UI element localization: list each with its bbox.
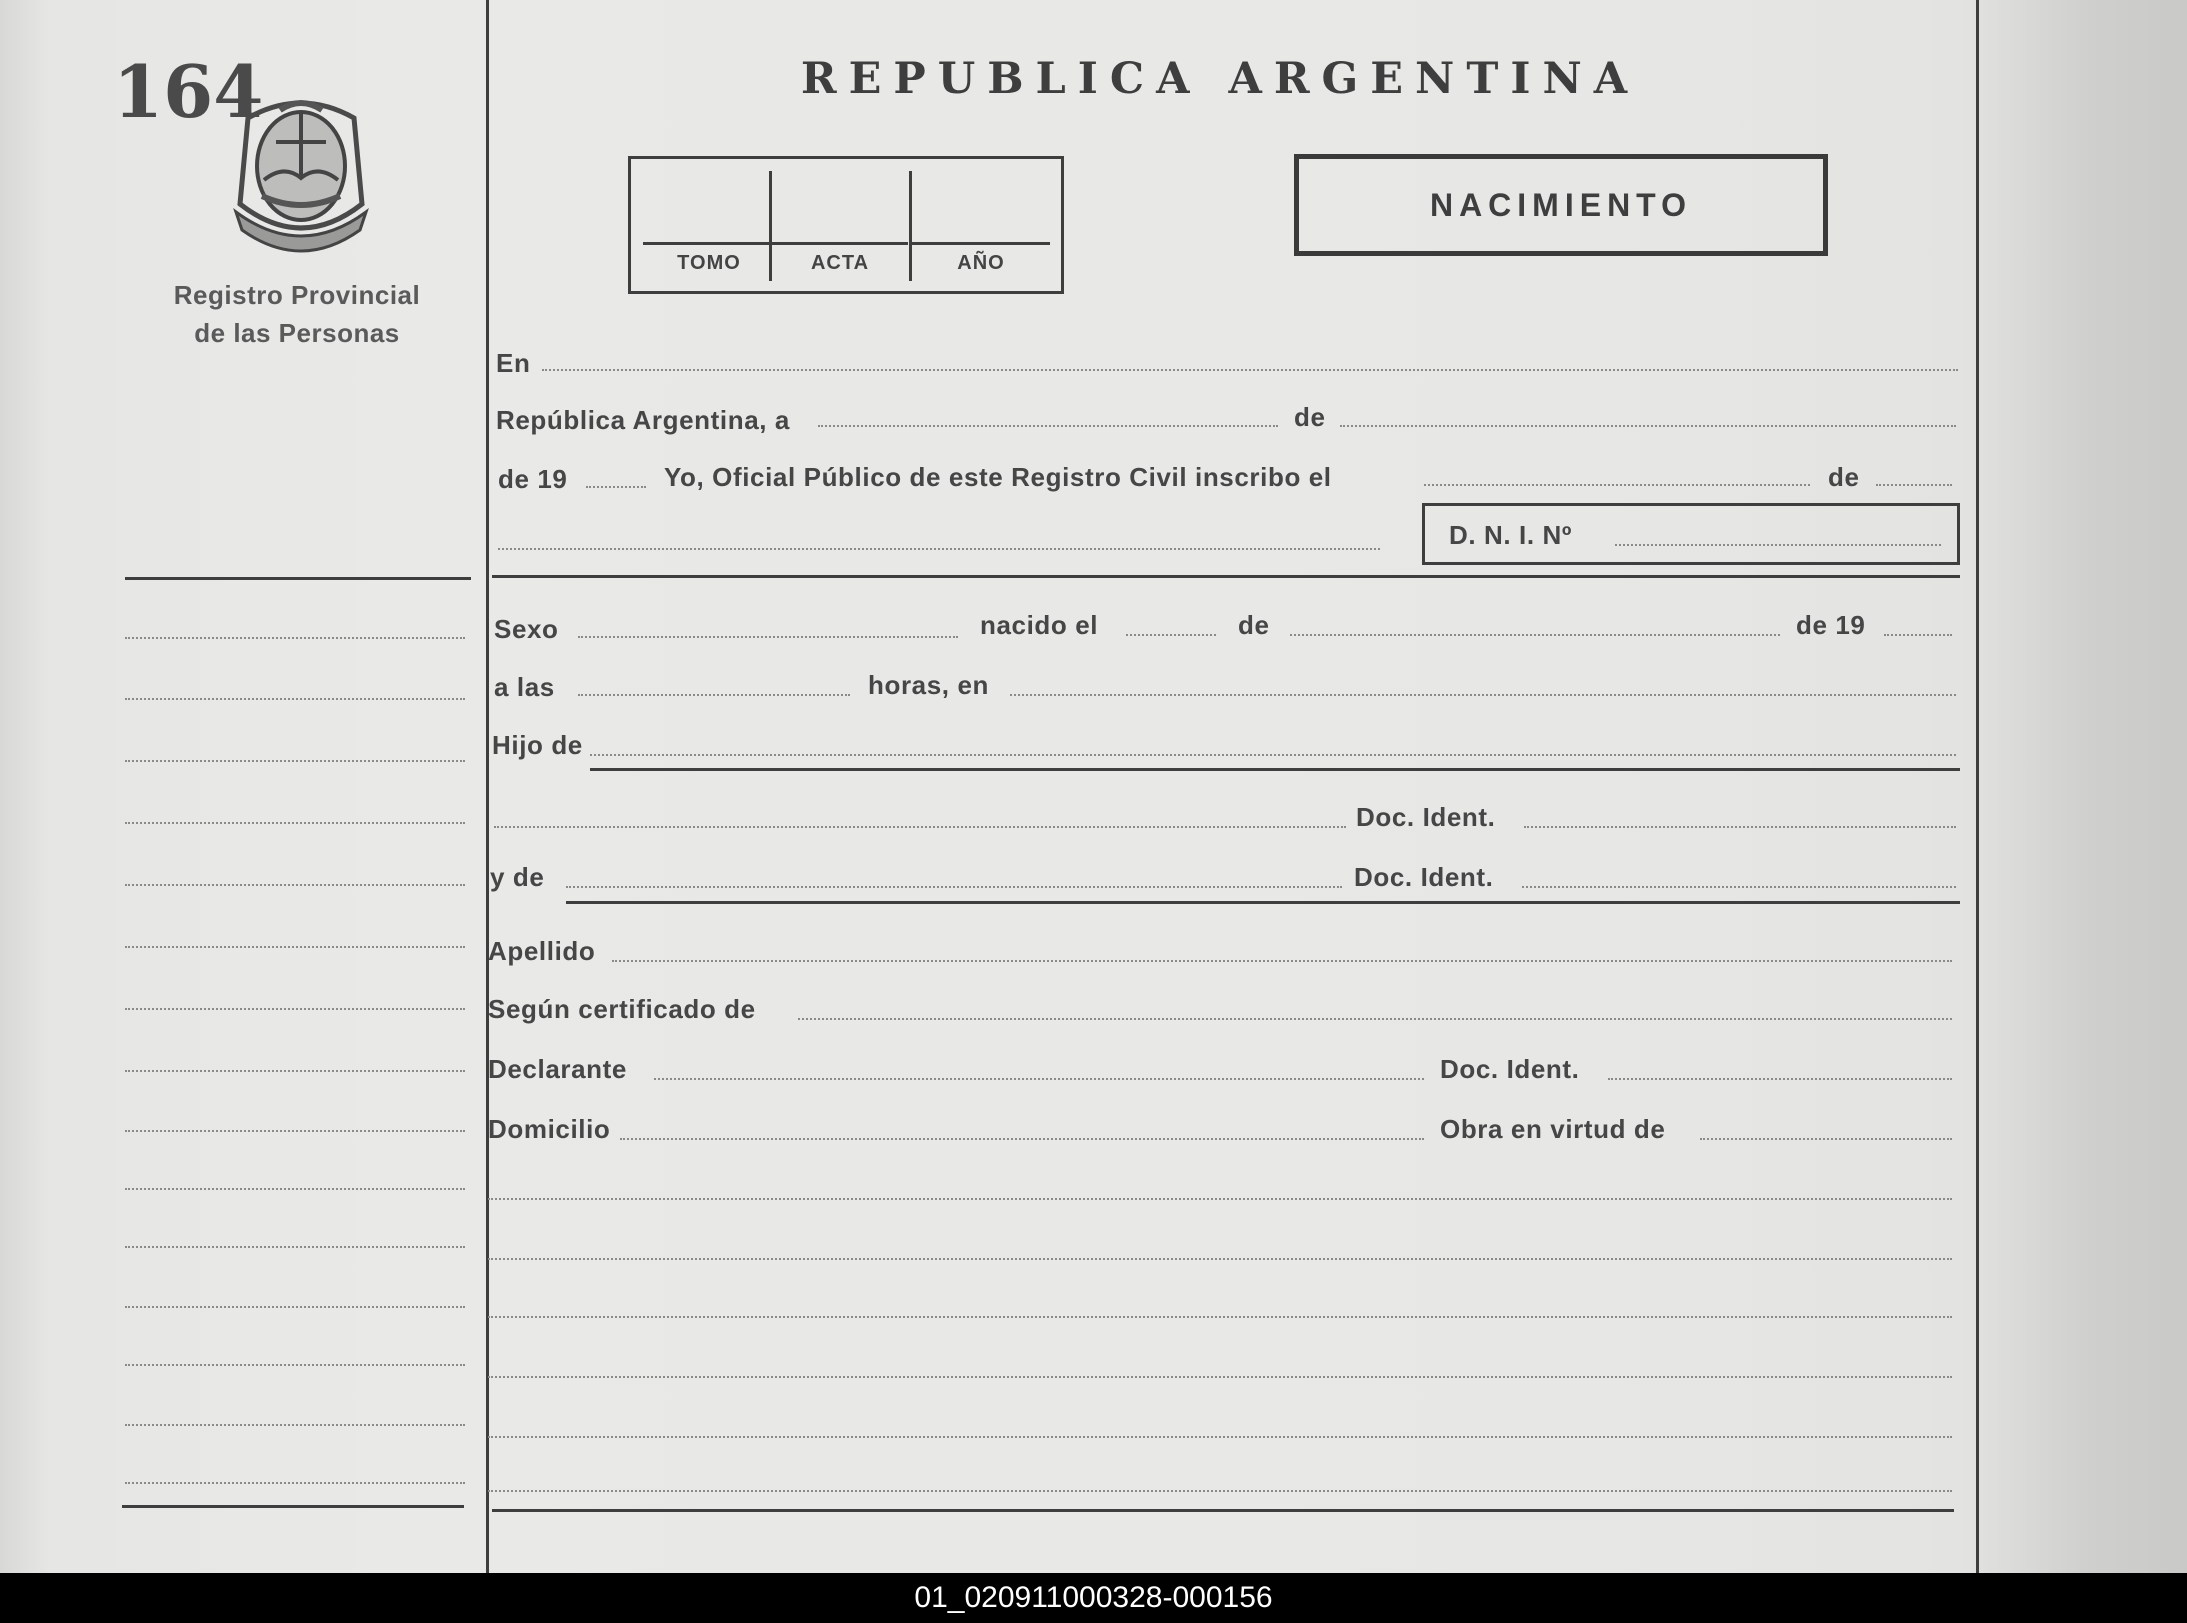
blank-line: [488, 1490, 1952, 1492]
field-birth-year: [1884, 634, 1952, 636]
label-de-month: de: [1294, 402, 1326, 432]
dni-box: [1422, 503, 1960, 565]
margin-line: [125, 1246, 465, 1248]
registry-name-line-1: Registro Provincial: [173, 280, 421, 310]
image-id-caption: 01_020911000328-000156: [0, 1573, 2187, 1623]
field-doc-ident-mother: [1522, 886, 1956, 888]
label-de-second: de: [1828, 462, 1860, 492]
label-obra-en-virtud: Obra en virtud de: [1440, 1114, 1666, 1144]
field-de-second: [1876, 484, 1952, 486]
blank-line: [488, 1436, 1952, 1438]
ano-cell: [909, 171, 1050, 281]
label-horas-en: horas, en: [868, 670, 989, 700]
field-birth-place: [1010, 694, 1956, 696]
tomo-label: TOMO: [643, 242, 775, 281]
margin-line: [125, 946, 465, 948]
margin-line: [125, 1188, 465, 1190]
label-a-las: a las: [494, 672, 555, 702]
field-birth-day: [1126, 634, 1216, 636]
margin-line: [125, 884, 465, 886]
field-sexo: [578, 636, 958, 638]
field-day: [818, 425, 1278, 427]
registry-name: [140, 276, 454, 352]
blank-line: [488, 1316, 1952, 1318]
margin-line: [125, 637, 465, 639]
section-separator-bottom: [492, 1509, 1954, 1512]
label-doc-ident-declarante: Doc. Ident.: [1440, 1054, 1580, 1084]
left-margin-line: [486, 0, 489, 1573]
margin-line: [125, 1008, 465, 1010]
field-year: [586, 486, 646, 488]
field-doc-ident-father: [1524, 826, 1956, 828]
right-border-line: [1976, 0, 1979, 1573]
section-separator-1: [492, 575, 1960, 578]
label-y-de: y de: [490, 862, 545, 892]
field-domicilio: [620, 1138, 1424, 1140]
reference-box: [628, 156, 1064, 294]
registry-name-line-2: de las Personas: [194, 318, 400, 348]
provincial-coat-of-arms-icon: [228, 84, 374, 256]
field-apellido: [612, 960, 1952, 962]
margin-separator-top: [125, 577, 471, 580]
margin-line: [125, 1424, 465, 1426]
field-inscribed-name: [498, 548, 1380, 550]
tomo-cell: [643, 171, 775, 281]
margin-separator-bottom: [122, 1505, 464, 1508]
label-doc-ident-mother: Doc. Ident.: [1354, 862, 1494, 892]
field-dni: [1615, 544, 1941, 546]
margin-line: [125, 1482, 465, 1484]
page-title: REPUBLICA ARGENTINA: [800, 54, 1640, 104]
record-type-box: NACIMIENTO: [1294, 154, 1828, 256]
margin-line: [125, 1364, 465, 1366]
label-doc-ident-father: Doc. Ident.: [1356, 802, 1496, 832]
field-certificado: [798, 1018, 1952, 1020]
label-de-birth-month: de: [1238, 610, 1270, 640]
acta-label: ACTA: [772, 242, 908, 281]
margin-line: [125, 1130, 465, 1132]
margin-line: [125, 760, 465, 762]
label-declarante: Declarante: [488, 1054, 627, 1084]
label-republica-a: República Argentina, a: [496, 405, 790, 435]
margin-line: [125, 822, 465, 824]
label-de-19-year: de 19: [498, 464, 568, 494]
label-hijo-de: Hijo de: [492, 730, 583, 760]
margin-line: [125, 698, 465, 700]
label-oficial-publico: Yo, Oficial Público de este Registro Civil inscribo el: [664, 462, 1332, 492]
blank-line: [488, 1198, 1952, 1200]
field-hour: [578, 694, 850, 696]
margin-line: [125, 1306, 465, 1308]
label-de-19-birth: de 19: [1796, 610, 1866, 640]
margin-line: [125, 1070, 465, 1072]
blank-line: [488, 1376, 1952, 1378]
label-en: En: [496, 348, 531, 378]
field-mother: [566, 886, 1342, 888]
field-birth-month: [1290, 634, 1780, 636]
field-inscribed: [1424, 484, 1810, 486]
field-en: [542, 369, 1958, 371]
ano-label: AÑO: [912, 242, 1050, 281]
label-segun-certificado: Según certificado de: [488, 994, 756, 1024]
label-nacido-el: nacido el: [980, 610, 1099, 640]
field-obra-en-virtud: [1700, 1138, 1952, 1140]
field-month: [1340, 425, 1956, 427]
label-dni: D. N. I. Nº: [1449, 520, 1572, 550]
blank-line: [488, 1258, 1952, 1260]
field-doc-ident-declarante: [1608, 1078, 1952, 1080]
acta-cell: [769, 171, 908, 281]
field-declarante: [654, 1078, 1424, 1080]
label-domicilio: Domicilio: [488, 1114, 611, 1144]
label-sexo: Sexo: [494, 614, 559, 644]
label-apellido: Apellido: [488, 936, 596, 966]
section-separator-3: [566, 901, 1960, 904]
field-father-cont: [494, 826, 1346, 828]
field-father: [590, 754, 1956, 756]
section-separator-2: [590, 768, 1960, 771]
folio-number: 164: [113, 49, 264, 134]
